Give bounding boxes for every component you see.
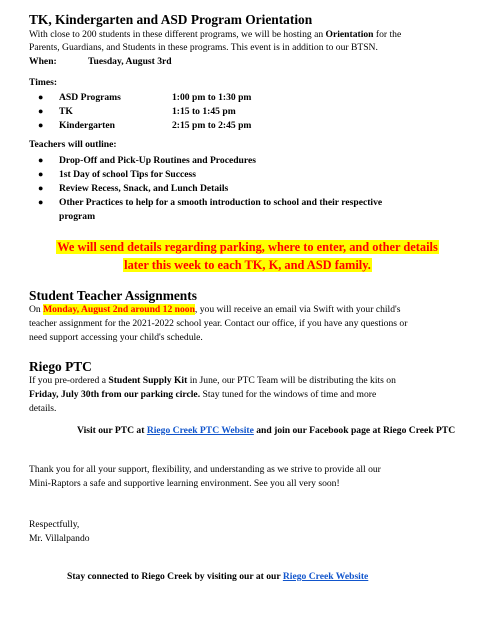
outline-text: Review Recess, Snack, and Lunch Details (59, 183, 229, 194)
teachers-label: Teachers will outline: (29, 139, 117, 150)
pickup-date-bold: Friday, July 30th from our parking circle. (29, 389, 201, 400)
ptc-text: If you pre-ordered a (29, 375, 109, 386)
ptc-title: Riego PTC (29, 359, 92, 374)
assignments-date-highlight: Monday, August 2nd around 12 noon (43, 304, 195, 315)
time-program: TK (59, 106, 73, 117)
assignments-line3: need support accessing your child's schedule. (29, 332, 203, 343)
ptc-line3: details. (29, 403, 57, 414)
bullet-icon: ● (38, 155, 44, 165)
intro-text-end: for the (373, 29, 402, 40)
when-value: Tuesday, August 3rd (88, 56, 172, 67)
time-program: Kindergarten (59, 120, 115, 131)
bullet-icon: ● (38, 120, 44, 130)
bullet-icon: ● (38, 106, 44, 116)
intro-text: With close to 200 students in these different programs, we will be hosting an (29, 29, 326, 40)
bullet-icon: ● (38, 169, 44, 179)
orientation-intro-line1 (29, 28, 401, 41)
intro-orientation-bold: Orientation (325, 29, 374, 40)
signoff: Respectfully, (29, 519, 80, 530)
outline-text: 1st Day of school Tips for Success (59, 169, 196, 180)
bullet-icon: ● (38, 183, 44, 193)
school-website-link[interactable]: Riego Creek Website (282, 571, 369, 582)
assignments-text-end: , you will receive an email via Swift with your child's (194, 304, 401, 315)
visit-text: Visit our PTC at (77, 425, 147, 436)
time-value: 2:15 pm to 2:45 pm (172, 120, 252, 131)
signature-name: Mr. Villalpando (29, 533, 90, 544)
closing-line1: Thank you for all your support, flexibility, and understanding as we strive to provide all our (29, 464, 381, 475)
parking-notice-banner (22, 238, 473, 274)
bullet-icon: ● (38, 197, 44, 207)
orientation-intro-line2: Parents, Guardians, and Students in these programs. This event is in addition to our BTSN. (29, 42, 378, 53)
assignments-line2: teacher assignment for the 2021-2022 school year. Contact our office, if you have any questions or (29, 318, 408, 329)
outline-text-continuation: program (59, 211, 96, 222)
assignments-line1 (29, 303, 400, 316)
ptc-line1 (29, 374, 396, 387)
closing-line2: Mini-Raptors a safe and supportive learning environment. See you all very soon! (29, 478, 340, 489)
banner-line1: We will send details regarding parking, where to enter, and other details (57, 240, 438, 254)
times-label: Times: (29, 77, 58, 88)
banner-line2: later this week to each TK, K, and ASD family. (124, 258, 371, 272)
supply-kit-bold: Student Supply Kit (108, 375, 188, 386)
orientation-title: TK, Kindergarten and ASD Program Orientation (29, 12, 313, 27)
bullet-icon: ● (38, 92, 44, 102)
outline-text: Other Practices to help for a smooth introduction to school and their respective (59, 197, 383, 208)
time-value: 1:15 to 1:45 pm (172, 106, 236, 117)
ptc-text-end: Stay tuned for the windows of time and more (200, 389, 377, 400)
footer-text: Stay connected to Riego Creek by visiting our at our (67, 571, 283, 582)
assignments-text: On (29, 304, 44, 315)
assignments-title: Student Teacher Assignments (29, 288, 197, 303)
when-label: When: (29, 56, 57, 67)
time-program: ASD Programs (59, 92, 121, 103)
visit-text-end: and join our Facebook page at Riego Creek PTC (253, 425, 456, 436)
ptc-visit-line (77, 424, 455, 437)
time-value: 1:00 pm to 1:30 pm (172, 92, 252, 103)
footer-line (67, 570, 368, 583)
ptc-website-link[interactable]: Riego Creek PTC Website (146, 425, 254, 436)
outline-text: Drop-Off and Pick-Up Routines and Procedures (59, 155, 256, 166)
ptc-text-end: in June, our PTC Team will be distributing the kits on (187, 375, 396, 386)
ptc-line2 (29, 388, 376, 401)
